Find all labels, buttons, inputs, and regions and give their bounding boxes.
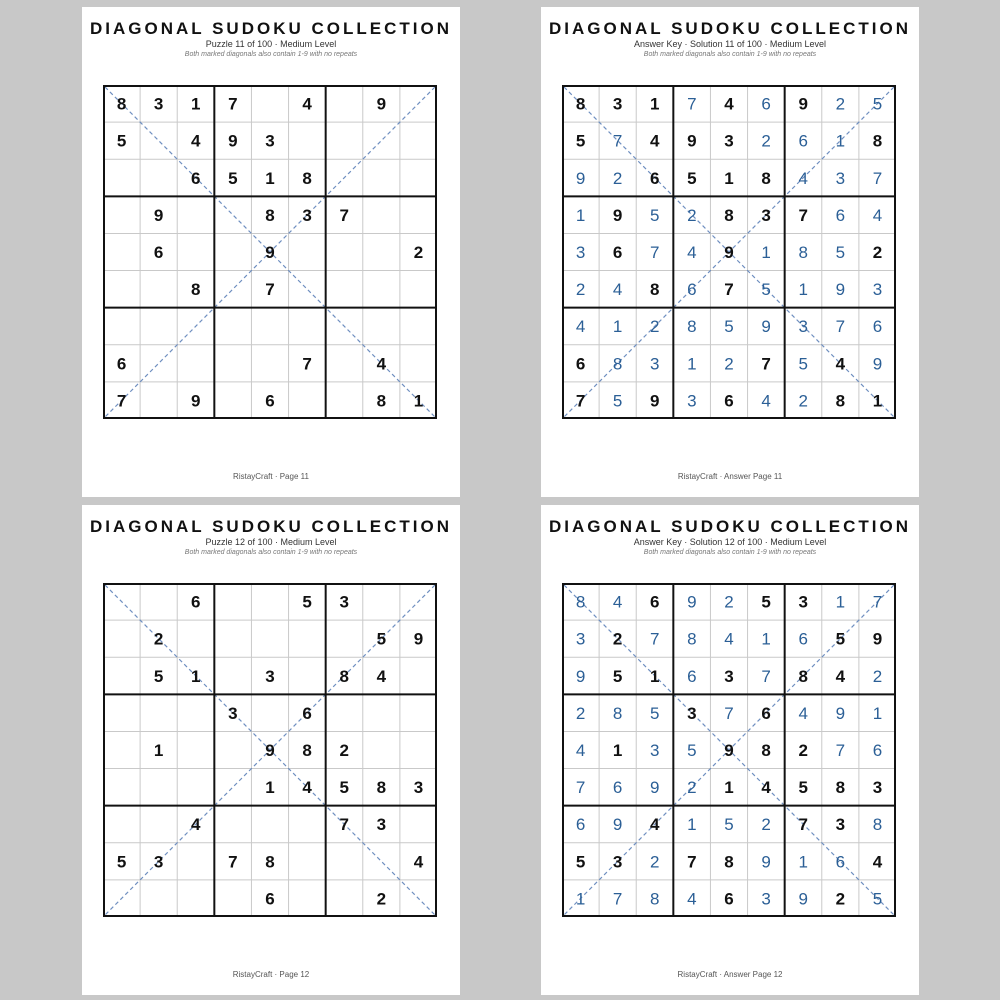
solution-digit: 9 [761,852,771,872]
given-digit: 9 [376,94,387,114]
solution-digit: 7 [650,629,660,649]
solution-digit: 4 [575,317,586,337]
solution-digit: 6 [687,280,697,300]
solution-digit: 5 [761,280,771,300]
solution-digit: 3 [575,243,586,262]
given-digit: 8 [339,666,349,686]
solution-digit: 6 [872,741,883,760]
solution-digit: 7 [835,741,846,760]
given-digit: 2 [413,243,424,262]
given-digit: 5 [798,778,808,798]
given-digit: 1 [724,168,734,188]
solution-digit: 6 [798,131,808,151]
solution-digit: 1 [612,317,623,337]
solution-digit: 4 [612,592,623,612]
given-digit: 8 [265,205,275,225]
given-digit: 4 [191,131,201,151]
given-digit: 4 [835,354,846,374]
given-digit: 1 [650,666,660,686]
solution-digit: 2 [575,280,586,300]
solution-digit: 7 [761,666,771,686]
page-note: Both marked diagonals also contain 1-9 with no repeats [184,51,358,58]
given-digit: 7 [575,391,586,411]
solution-digit: 3 [835,168,846,188]
given-digit: 4 [376,666,387,686]
solution-digit: 6 [835,205,846,225]
sudoku-grid [103,583,437,917]
solution-digit: 4 [687,889,697,909]
given-digit: 1 [153,741,164,760]
solution-digit: 2 [650,852,660,872]
solution-digit: 4 [872,205,883,225]
given-digit: 6 [724,391,734,411]
given-digit: 8 [376,778,387,798]
given-digit: 6 [191,168,201,188]
given-digit: 5 [612,666,623,686]
given-digit: 4 [835,666,846,686]
solution-digit: 9 [798,889,808,909]
given-digit: 1 [413,391,424,411]
given-digit: 6 [116,354,127,374]
solution-digit: 3 [872,280,883,300]
solution-digit: 1 [687,354,697,374]
given-digit: 8 [302,741,312,760]
given-digit: 4 [191,815,201,835]
given-digit: 4 [376,354,387,374]
given-digit: 4 [724,94,734,114]
solution-digit: 7 [575,778,586,798]
solution-digit: 3 [575,629,586,649]
given-digit: 1 [191,94,201,114]
given-digit: 1 [612,741,623,760]
given-digit: 1 [265,778,275,798]
given-digit: 9 [650,391,660,411]
solution-digit: 1 [798,280,808,300]
solution-digit: 1 [575,205,586,225]
given-digit: 8 [761,741,771,760]
given-digit: 9 [228,131,238,151]
given-digit: 7 [339,205,349,225]
given-digit: 5 [761,592,771,612]
solution-digit: 2 [835,94,846,114]
solution-digit: 4 [798,168,808,188]
solution-digit: 7 [612,131,623,151]
solution-digit: 9 [575,666,586,686]
solution-digit: 9 [687,592,697,612]
given-digit: 5 [339,778,349,798]
solution-digit: 1 [761,629,771,649]
page-title: DIAGONAL SUDOKU COLLECTION [549,517,911,536]
given-digit: 2 [835,889,846,909]
solution-digit: 8 [650,889,660,909]
given-digit: 5 [228,168,238,188]
puzzle-page-12 [82,505,460,995]
given-digit: 8 [835,778,846,798]
solution-digit: 3 [687,391,697,411]
given-digit: 5 [116,852,127,872]
given-digit: 5 [835,629,846,649]
given-digit: 3 [687,703,697,723]
solution-digit: 7 [872,592,883,612]
solution-digit: 6 [687,666,697,686]
solution-digit: 2 [724,592,734,612]
solution-digit: 8 [687,629,697,649]
given-digit: 7 [724,280,734,300]
solution-digit: 1 [872,703,883,723]
given-digit: 4 [872,852,883,872]
solution-digit: 2 [872,666,883,686]
given-digit: 7 [228,94,238,114]
given-digit: 3 [724,131,734,151]
given-digit: 2 [798,741,808,760]
solution-digit: 6 [575,815,586,835]
solution-digit: 8 [612,703,623,723]
solution-digit: 5 [872,889,883,909]
page-title: DIAGONAL SUDOKU COLLECTION [549,19,911,38]
puzzle-page-11 [82,7,460,497]
page-footer: RistayCraft · Answer Page 12 [677,970,783,979]
given-digit: 8 [872,131,883,151]
solution-digit: 5 [650,703,660,723]
given-digit: 9 [724,741,734,760]
solution-digit: 1 [575,889,586,909]
given-digit: 6 [575,354,586,374]
solution-digit: 6 [761,94,771,114]
solution-digit: 3 [798,317,808,337]
solution-digit: 2 [687,778,697,798]
given-digit: 7 [116,391,127,411]
sudoku-grid [562,85,896,419]
given-digit: 9 [153,205,164,225]
given-digit: 9 [191,391,201,411]
given-digit: 3 [228,703,238,723]
solution-digit: 5 [687,741,697,760]
given-digit: 3 [798,592,808,612]
page-footer: RistayCraft · Page 11 [233,472,309,481]
given-digit: 8 [835,391,846,411]
solution-digit: 2 [761,815,771,835]
given-digit: 9 [265,243,275,262]
solution-digit: 1 [761,243,771,262]
given-digit: 2 [339,741,349,760]
solution-digit: 9 [835,703,846,723]
given-digit: 5 [376,629,387,649]
given-digit: 1 [872,391,883,411]
solution-digit: 5 [798,354,808,374]
page-subtitle: Answer Key · Solution 11 of 100 · Medium Level [634,39,826,49]
answer-page-11 [541,7,919,497]
given-digit: 5 [302,592,312,612]
solution-digit: 2 [761,131,771,151]
solution-digit: 6 [612,778,623,798]
solution-digit: 5 [612,391,623,411]
solution-digit: 1 [687,815,697,835]
given-digit: 3 [153,94,164,114]
solution-digit: 7 [724,703,734,723]
solution-digit: 5 [724,317,734,337]
solution-digit: 4 [724,629,734,649]
solution-digit: 1 [798,852,808,872]
page-subtitle: Puzzle 11 of 100 · Medium Level [205,39,337,49]
given-digit: 8 [376,391,387,411]
given-digit: 6 [650,168,660,188]
page-subtitle: Puzzle 12 of 100 · Medium Level [205,537,337,547]
solution-digit: 7 [835,317,846,337]
given-digit: 3 [835,815,846,835]
solution-digit: 8 [798,243,808,262]
given-digit: 9 [265,741,275,760]
answer-page-12 [541,505,919,995]
given-digit: 8 [302,168,312,188]
sudoku-grid [103,85,437,419]
given-digit: 5 [575,131,586,151]
given-digit: 9 [798,94,808,114]
given-digit: 8 [798,666,808,686]
given-digit: 5 [116,131,127,151]
given-digit: 1 [191,666,201,686]
solution-digit: 7 [687,94,697,114]
solution-digit: 9 [575,168,586,188]
given-digit: 9 [872,629,883,649]
given-digit: 3 [612,852,623,872]
given-digit: 6 [153,243,164,262]
given-digit: 4 [761,778,771,798]
given-digit: 9 [687,131,697,151]
given-digit: 1 [724,778,734,798]
solution-digit: 9 [835,280,846,300]
given-digit: 7 [761,354,771,374]
given-digit: 6 [650,592,660,612]
solution-digit: 8 [575,592,586,612]
given-digit: 6 [191,592,201,612]
given-digit: 1 [650,94,660,114]
given-digit: 3 [872,778,883,798]
given-digit: 3 [761,205,771,225]
solution-digit: 8 [612,354,623,374]
given-digit: 8 [575,94,586,114]
given-digit: 6 [302,703,312,723]
solution-digit: 6 [798,629,808,649]
solution-digit: 4 [761,391,771,411]
given-digit: 3 [339,592,349,612]
page-subtitle: Answer Key · Solution 12 of 100 · Medium Level [633,537,827,547]
solution-digit: 4 [798,703,808,723]
solution-digit: 1 [835,131,846,151]
page-title: DIAGONAL SUDOKU COLLECTION [90,517,452,536]
given-digit: 7 [228,852,238,872]
page-footer: RistayCraft · Page 12 [232,970,310,979]
given-digit: 6 [724,889,734,909]
given-digit: 4 [650,815,660,835]
given-digit: 8 [116,94,127,114]
given-digit: 7 [798,205,808,225]
solution-digit: 7 [872,168,883,188]
solution-digit: 8 [687,317,697,337]
solution-digit: 2 [724,354,734,374]
given-digit: 6 [761,703,771,723]
given-digit: 8 [191,280,201,300]
solution-digit: 9 [650,778,660,798]
given-digit: 1 [265,168,275,188]
given-digit: 2 [376,889,387,909]
solution-digit: 3 [761,889,771,909]
given-digit: 3 [413,778,424,798]
given-digit: 7 [302,354,312,374]
given-digit: 3 [265,666,275,686]
page-title: DIAGONAL SUDOKU COLLECTION [90,19,452,38]
solution-digit: 5 [835,243,846,262]
solution-digit: 2 [687,205,697,225]
given-digit: 6 [265,391,275,411]
solution-digit: 8 [872,815,883,835]
solution-digit: 7 [650,243,660,262]
solution-digit: 5 [724,815,734,835]
given-digit: 3 [376,815,387,835]
solution-digit: 4 [687,243,697,262]
given-digit: 4 [650,131,660,151]
given-digit: 3 [265,131,275,151]
solution-digit: 2 [798,391,808,411]
given-digit: 9 [413,629,424,649]
given-digit: 3 [724,666,734,686]
page-note: Both marked diagonals also contain 1-9 with no repeats [643,51,817,58]
given-digit: 3 [302,205,312,225]
given-digit: 2 [612,629,623,649]
sudoku-grid [562,583,896,917]
given-digit: 4 [302,94,312,114]
given-digit: 8 [724,852,734,872]
given-digit: 7 [265,280,275,300]
solution-digit: 1 [835,592,846,612]
solution-digit: 4 [575,741,586,760]
solution-digit: 3 [650,741,660,760]
given-digit: 4 [413,852,424,872]
given-digit: 3 [612,94,623,114]
given-digit: 8 [265,852,275,872]
given-digit: 8 [650,280,660,300]
solution-digit: 2 [650,317,660,337]
page-note: Both marked diagonals also contain 1-9 with no repeats [643,549,817,556]
given-digit: 8 [724,205,734,225]
solution-digit: 6 [835,852,846,872]
given-digit: 7 [687,852,697,872]
solution-digit: 2 [575,703,586,723]
page-footer: RistayCraft · Answer Page 11 [677,472,783,481]
solution-digit: 2 [612,168,623,188]
given-digit: 6 [612,243,623,262]
solution-digit: 9 [612,815,623,835]
solution-digit: 6 [872,317,883,337]
solution-digit: 9 [761,317,771,337]
solution-digit: 7 [612,889,623,909]
page-note: Both marked diagonals also contain 1-9 with no repeats [184,549,358,556]
given-digit: 5 [687,168,697,188]
given-digit: 5 [575,852,586,872]
solution-digit: 3 [650,354,660,374]
given-digit: 9 [724,243,734,262]
given-digit: 9 [612,205,623,225]
given-digit: 6 [265,889,275,909]
solution-digit: 5 [650,205,660,225]
given-digit: 2 [153,629,164,649]
solution-digit: 5 [872,94,883,114]
given-digit: 2 [872,243,883,262]
solution-digit: 9 [872,354,883,374]
solution-digit: 4 [612,280,623,300]
given-digit: 3 [153,852,164,872]
given-digit: 7 [798,815,808,835]
given-digit: 5 [153,666,164,686]
given-digit: 8 [761,168,771,188]
given-digit: 7 [339,815,349,835]
given-digit: 4 [302,778,312,798]
